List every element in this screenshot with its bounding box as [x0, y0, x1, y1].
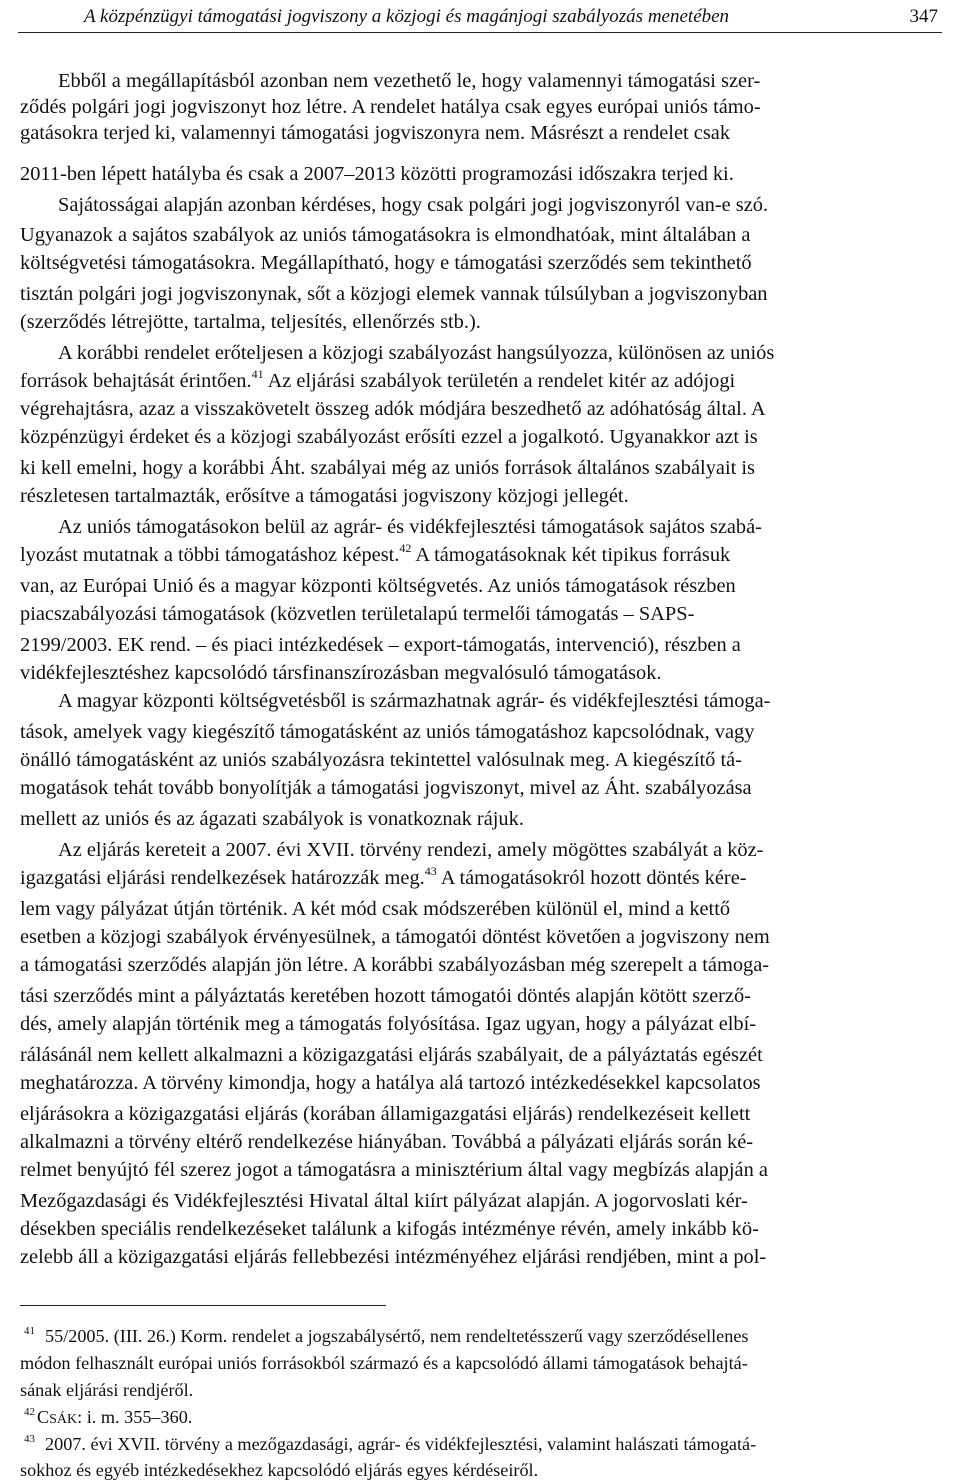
body-line: mellett az uniós és az ágazati szabályok is vonatkoznak rájuk. [20, 808, 524, 830]
body-line: rálásánál nem kellett alkalmazni a közigazgatási eljárás szabályait, de a pályáztatás egészét [20, 1044, 763, 1066]
footnote-line: 2007. évi XVII. törvény a mezőgazdasági, agrár- és vidékfejlesztési, valamint halászati támogatá- [45, 1434, 757, 1454]
body-line: gatásokra terjed ki, valamennyi támogatási jogviszonyra nem. Másrészt a rendelet csak [20, 122, 731, 144]
footnote-author: CSÁK [37, 1407, 78, 1427]
page-header [18, 2, 942, 33]
body-line-segment: lyozást mutatnak a többi támogatáshoz képest. [20, 544, 400, 566]
footnote-line: sokhoz és egyéb intézkedésekhez kapcsolódó eljárás egyes kérdéseiről. [20, 1460, 539, 1480]
footnote-number: 43 [24, 1433, 35, 1445]
body-line: esetben a közjogi szabályok érvényesülnek, a támogatói döntést követően a jogviszony nem [20, 926, 770, 948]
body-line: ződés polgári jogi jogviszonyt hoz létre. A rendelet hatálya csak egyes európai uniós támo- [20, 96, 761, 118]
footnote-43 [24, 1432, 756, 1456]
running-title: A közpénzügyi támogatási jogviszony a közjogi és magánjogi szabályozás menetében [84, 6, 730, 27]
body-line: költségvetési támogatásokra. Megállapítható, hogy e támogatási szerződés sem tekinthető [20, 252, 752, 274]
body-line: piacszabályozási támogatások (közvetlen területalapú termelői támogatás – SAPS- [20, 603, 695, 625]
body-line: zelebb áll a közigazgatási eljárás fellebbezési intézményéhez eljárási rendjében, mint a pol- [20, 1246, 767, 1268]
body-line [20, 865, 747, 891]
footnote-42 [24, 1405, 192, 1432]
body-line: Az eljárás kereteit a 2007. évi XVII. törvény rendezi, amely mögöttes szabályát a köz- [58, 839, 764, 861]
body-line: mogatások tehát tovább bonyolítják a támogatási jogviszonyt, mivel az Áht. szabályozása [20, 777, 752, 799]
body-line: 2011-ben lépett hatályba és csak a 2007–2013 közötti programozási időszakra terjed ki. [20, 163, 734, 185]
body-line: van, az Európai Unió és a magyar központi költségvetés. Az uniós támogatások részben [20, 575, 736, 597]
body-line [20, 542, 730, 568]
footnote-41 [24, 1324, 749, 1348]
body-line: végrehajtásra, azaz a visszakövetelt összeg adók módjára beszedhető az adóhatóság által. A [20, 398, 766, 420]
footnote-ref: 42 [399, 541, 412, 555]
body-line: ki kell emelni, hogy a korábbi Áht. szabályai még az uniós források általános szabályait is [20, 457, 755, 479]
body-line: relmet benyújtó fél szerez jogot a támogatásra a minisztérium által vagy megbízás alapján a [20, 1159, 768, 1181]
body-line: közpénzügyi érdeket és a közjogi szabályozást erősíti ezzel a jogalkotó. Ugyanakkor azt is [20, 426, 758, 448]
body-line-segment: igazgatási eljárási rendelkezések határozzák meg. [20, 867, 425, 889]
body-line: 2199/2003. EK rend. – és piaci intézkedések – export-támogatás, intervenció), részben a [20, 634, 741, 656]
footnote-line: módon felhasznált európai uniós forrásokból származó és a kapcsolódó állami támogatások behajtá- [20, 1353, 748, 1373]
body-line: Az uniós támogatásokon belül az agrár- és vidékfejlesztési támogatások sajátos szabá- [58, 516, 762, 538]
body-line-segment: Az eljárási szabályok területén a rendelet kitér az adójogi [267, 370, 736, 392]
body-line: désekben speciális rendelkezéseket találunk a kifogás intézménye révén, amely inkább kö- [20, 1218, 759, 1240]
footnote-number: 42 [24, 1406, 35, 1418]
body-line: Ugyanazok a sajátos szabályok az uniós támogatásokra is elmondhatóak, mint általában a [20, 224, 751, 246]
body-line: A korábbi rendelet erőteljesen a közjogi szabályozást hangsúlyozza, különösen az uniós [58, 342, 775, 364]
body-line-segment: források behajtását érintően. [20, 370, 252, 392]
page-number: 347 [909, 6, 938, 27]
body-line-segment: A támogatásoknak két tipikus forrásuk [415, 544, 731, 566]
body-line: meghatározza. A törvény kimondja, hogy a hatálya alá tartozó intézkedésekkel kapcsolatos [20, 1072, 761, 1094]
body-line: tási szerződés mint a pályáztatás keretében hozott támogatói döntés alapján kötött szerző- [20, 985, 751, 1007]
footnote-number: 41 [24, 1325, 35, 1337]
body-line: eljárásokra a közigazgatási eljárás (korában államigazgatási eljárás) rendelkezéseit kellett [20, 1103, 751, 1125]
body-line: lem vagy pályázat útján történik. A két mód csak módszerében különül el, mind a kettő [20, 898, 731, 920]
footnote-ref: 43 [424, 864, 437, 878]
body-line: önálló támogatásként az uniós szabályozásra tekintettel valósulnak meg. A kiegészítő tá- [20, 749, 742, 771]
footnote-line: sának eljárási rendjéről. [20, 1380, 194, 1400]
body-line: (szerződés létrejötte, tartalma, teljesítés, ellenőrzés stb.). [20, 311, 481, 333]
body-line-segment: A támogatásokról hozott döntés kére- [440, 867, 747, 889]
footnote-line: 55/2005. (III. 26.) Korm. rendelet a jogszabálysértő, nem rendeltetésszerű vagy szerződésellenes [45, 1326, 749, 1346]
body-line: A magyar központi költségvetésből is származhatnak agrár- és vidékfejlesztési támoga- [58, 690, 771, 712]
body-line: vidékfejlesztéshez kapcsolódó társfinanszírozásban megvalósuló támogatások. [20, 662, 662, 684]
body-line: alkalmazni a törvény eltérő rendelkezése hiányában. Továbbá a pályázati eljárás során ké- [20, 1131, 754, 1153]
body-line: a támogatási szerződés alapján jön létre. A korábbi szabályozásban még szerepelt a támoga- [20, 954, 770, 976]
body-line [20, 368, 735, 394]
body-line: Sajátosságai alapján azonban kérdéses, hogy csak polgári jogi jogviszonyról van-e szó. [58, 194, 769, 216]
body-line: tások, amelyek vagy kiegészítő támogatásként az uniós támogatáshoz kapcsolódnak, vagy [20, 721, 755, 743]
body-line: tisztán polgári jogi jogviszonynak, sőt a közjogi elemek vannak túlsúlyban a jogviszonyban [20, 283, 768, 305]
footnote-line: : i. m. 355–360. [77, 1407, 193, 1427]
body-line: részletesen tartalmazták, erősítve a támogatási jogviszony közjogi jellegét. [20, 485, 629, 507]
footnote-ref: 41 [251, 367, 264, 381]
body-line: Ebből a megállapításból azonban nem vezethető le, hogy valamennyi támogatási szer- [58, 70, 761, 92]
body-line: Mezőgazdasági és Vidékfejlesztési Hivatal által kiírt pályázat alapján. A jogorvoslati kér- [20, 1190, 748, 1212]
body-line: dés, amely alapján történik meg a támogatás folyósítása. Igaz ugyan, hogy a pályázat elbí- [20, 1013, 757, 1035]
footnote-separator [20, 1305, 386, 1306]
